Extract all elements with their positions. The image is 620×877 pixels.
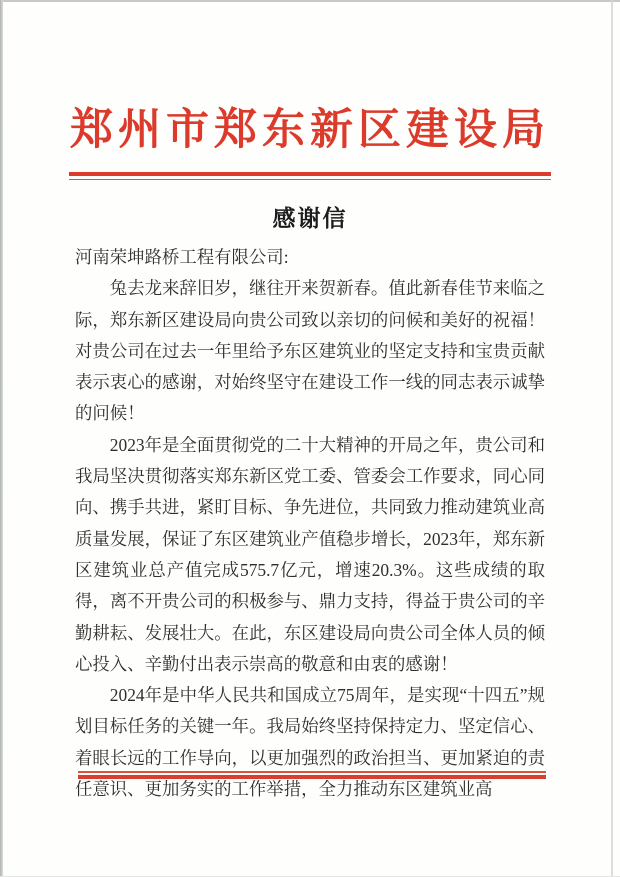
letterhead-divider-thin-line: [69, 179, 551, 181]
letter-text-block: [75, 242, 545, 805]
footer-divider-thick-line: [78, 775, 546, 779]
letterhead-divider: [69, 172, 551, 180]
letterhead: [0, 106, 620, 180]
letter-salutation: 河南荣坤路桥工程有限公司:: [75, 247, 289, 267]
letter-paragraph-1: 兔去龙来辞旧岁，继往开来贺新春。值此新春佳节来临之际，郑东新区建设局向贵公司致以亲切的问候和美好的祝福！对贵公司在过去一年里给予东区建筑业的坚定支持和宝贵贡献表示衷心的感谢，对始终坚守在建设工作一线的同志表示诚挚的问候！: [75, 278, 545, 424]
letter-paragraph-3: 2024年是中华人民共和国成立75周年，是实现“十四五”规划目标任务的关键一年。我局始终坚持保持定力、坚定信心、着眼长远的工作导向，以更加强烈的政治担当、更加紧迫的责任意识、更加务实的工作举措，全力推动东区建筑业高: [75, 685, 545, 800]
scan-edge-left: [0, 0, 3, 877]
page-footer-divider: [78, 771, 546, 779]
letter-title: 感谢信: [272, 206, 348, 231]
letterhead-agency-name: 郑州市郑东新区建设局: [70, 107, 550, 154]
letter-paragraph-2: 2023年是全面贯彻党的二十大精神的开局之年，贵公司和我局坚决贯彻落实郑东新区党工委、管委会工作要求，同心同向、携手共进，紧盯目标、争先进位，共同致力推动建筑业高质量发展，保证了东区建筑业产值稳步增长，2023年，郑东新区建筑业总产值完成575.7亿元，增速20.3%。这些成绩的取得，离不开贵公司的积极参与、鼎力支持，得益于贵公司的辛勤耕耘、发展壮大。在此，东区建设局向贵公司全体人员的倾心投入、辛勤付出表示崇高的敬意和由衷的感谢！: [75, 434, 545, 674]
letter-body: [0, 204, 620, 805]
scan-edge-right: [611, 0, 613, 877]
scan-edge-top: [0, 0, 620, 2]
